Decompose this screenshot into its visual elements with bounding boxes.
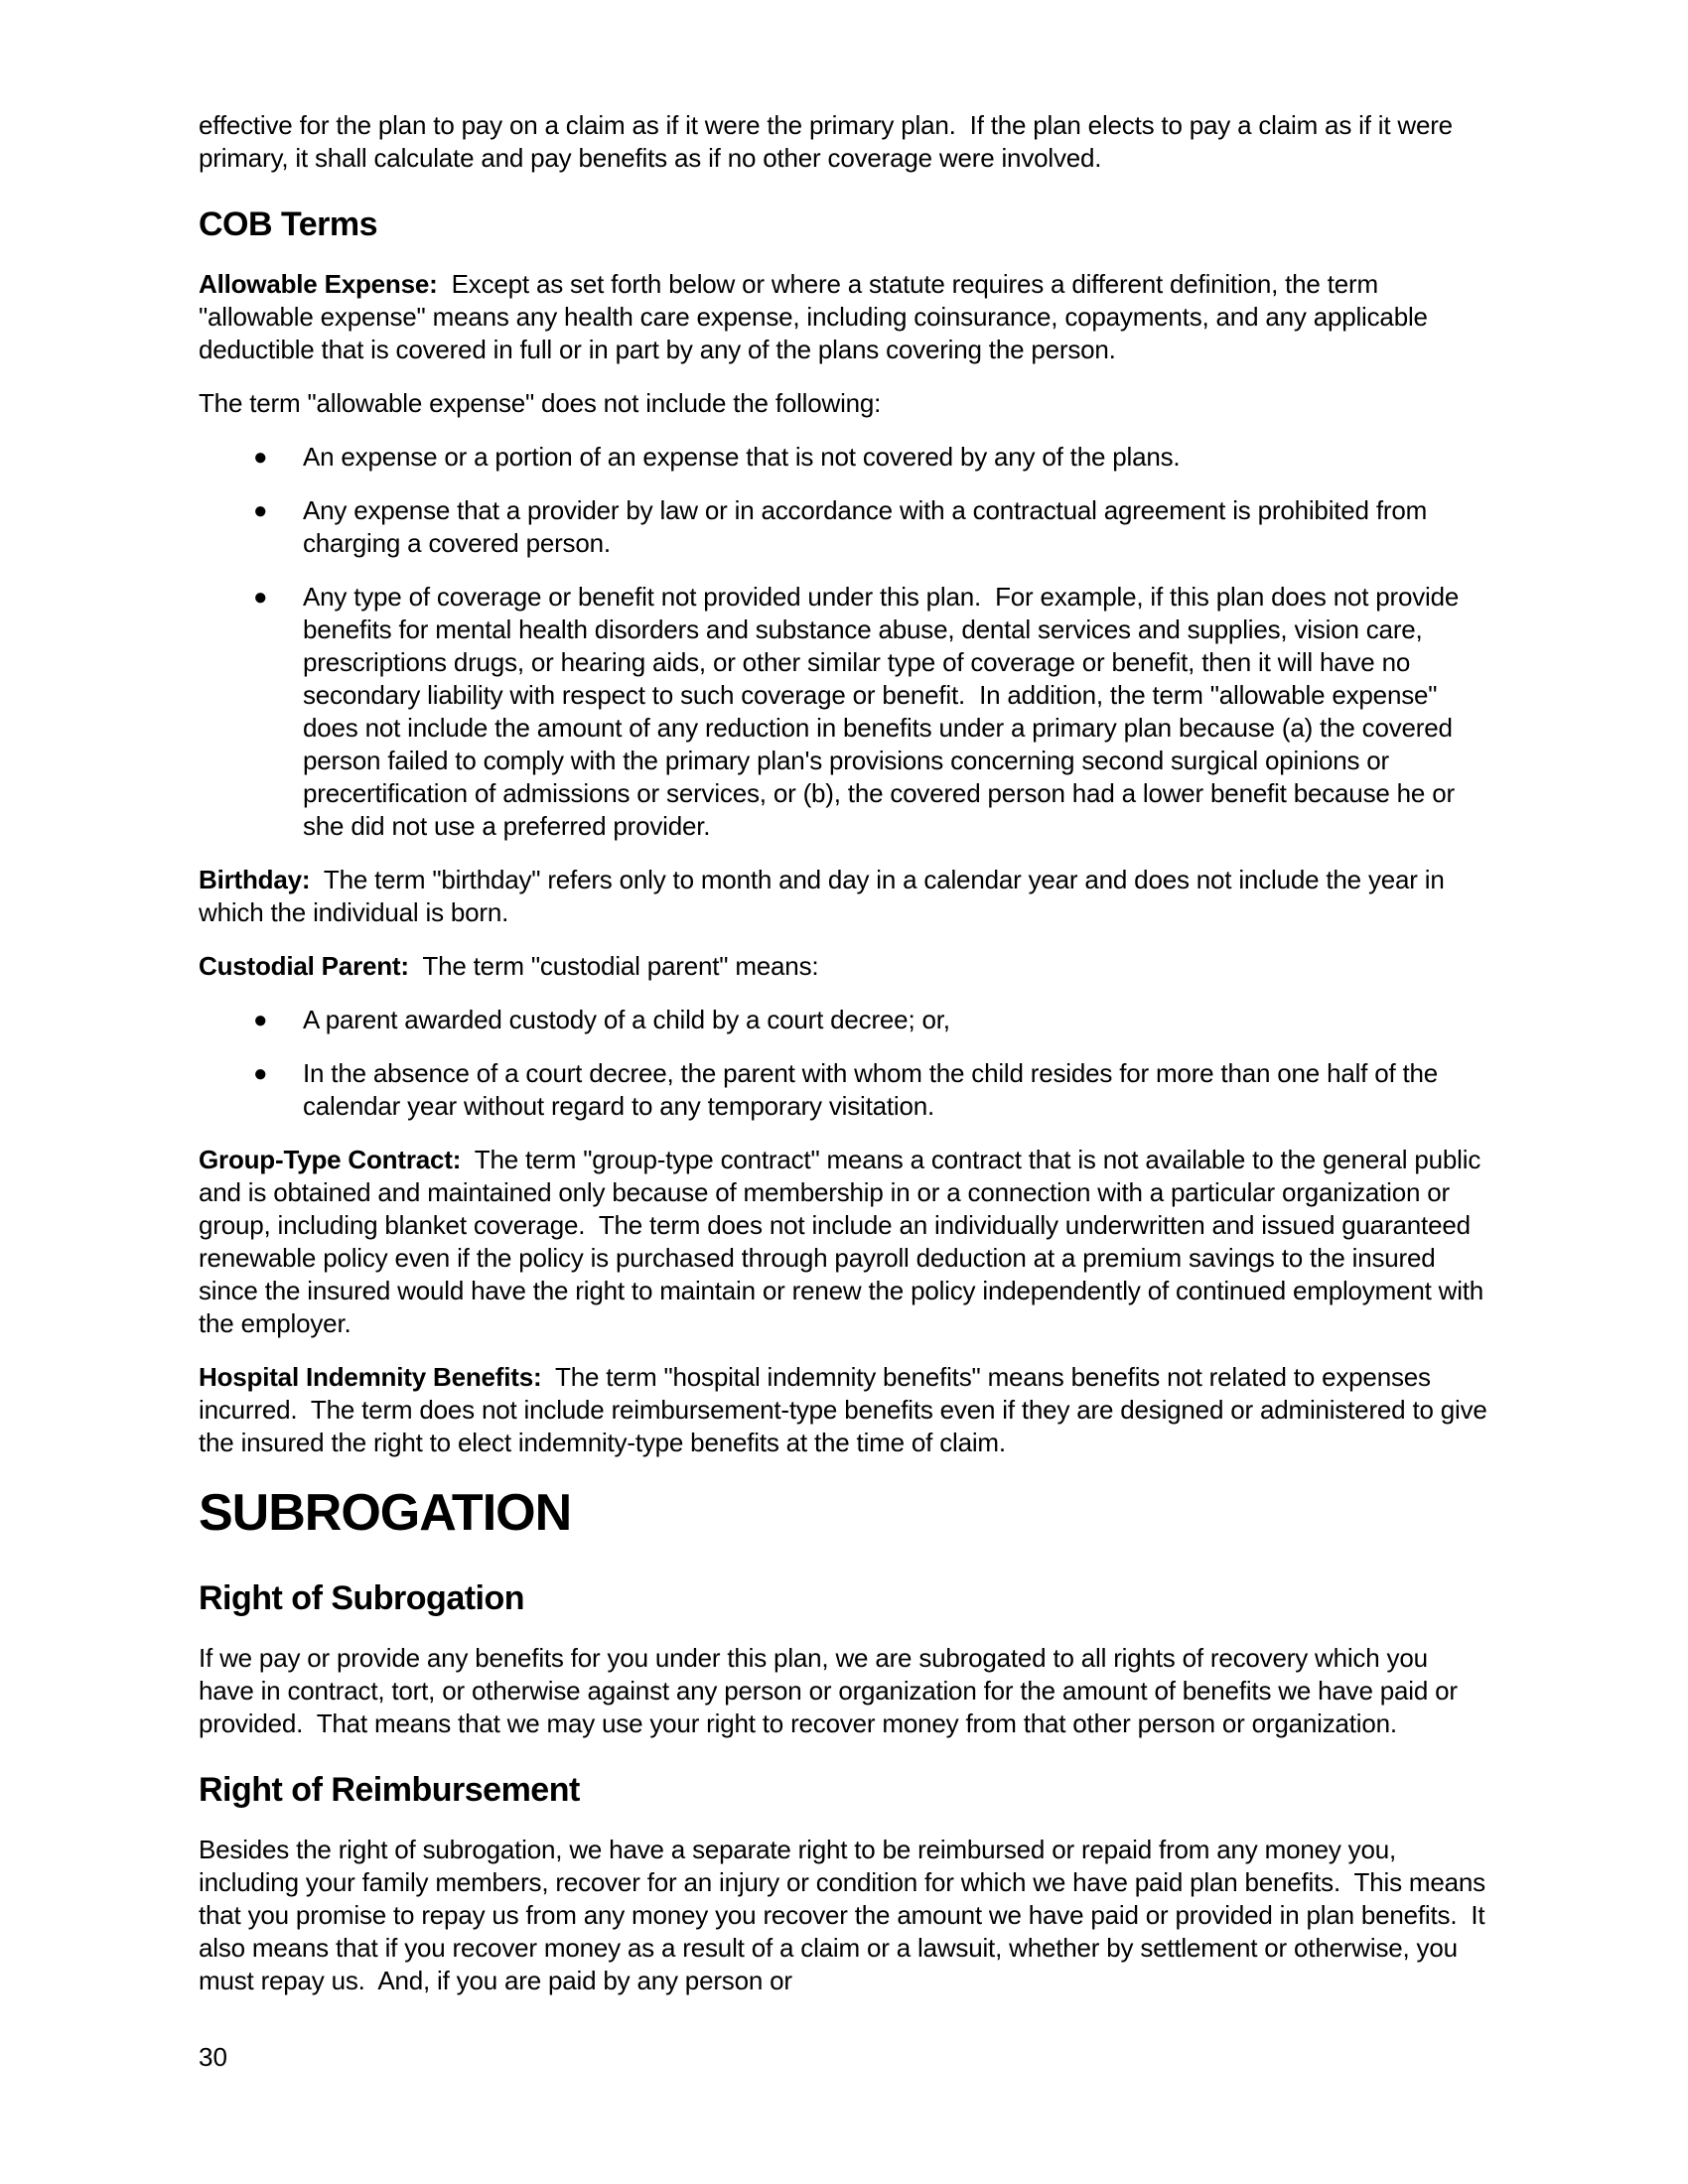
definition-group-type-contract-text: The term "group-type contract" means a contract that is not available to the general public and is obtained and maintained only because of membership in or a connection with a particular organization or group, including blanket coverage. The term does not include an individually underwritten and issued guaranteed renewable policy even if the policy is purchased through payroll deduction at a premium savings to the insured since the insured would have the right to maintain or renew the policy independently of continued employment with the employer.	[199, 1145, 1491, 1338]
definition-birthday-text: The term "birthday" refers only to month and day in a calendar year and does not include the year in which the individual is born.	[199, 865, 1452, 927]
term-hospital-indemnity: Hospital Indemnity Benefits:	[199, 1362, 542, 1392]
definition-group-type-contract	[199, 1144, 1489, 1340]
list-item	[199, 581, 1489, 843]
list-item	[199, 494, 1489, 560]
bullet-icon: ●	[253, 1060, 268, 1087]
definition-custodial-parent-text: The term "custodial parent" means:	[408, 951, 819, 981]
bullet-text: A parent awarded custody of a child by a court decree; or,	[303, 1005, 950, 1034]
page-number: 30	[199, 2042, 227, 2072]
paragraph-right-of-reimbursement: Besides the right of subrogation, we have a separate right to be reimbursed or repaid from any money you, including your family members, recover for an injury or condition for which we have paid plan benefits. This means that you promise to repay us from any money you recover the amount we have paid or provided in plan benefits. It also means that if you recover money as a result of a claim or a lawsuit, whether by settlement or otherwise, you must repay us. And, if you are paid by any person or	[199, 1835, 1492, 1995]
definition-birthday	[199, 864, 1489, 929]
bullet-text: Any type of coverage or benefit not provided under this plan. For example, if this plan does not provide benefits for mental health disorders and substance abuse, dental services and supplies, vision care, prescriptions drugs, or hearing aids, or other similar type of coverage or benefit, then it will have no secondary liability with respect to such coverage or benefit. In addition, the term "allowable expense" does not include the amount of any reduction in benefits under a primary plan because (a) the covered person failed to comply with the primary plan's provisions concerning second surgical opinions or precertification of admissions or services, or (b), the covered person had a lower benefit because he or she did not use a preferred provider.	[303, 582, 1467, 841]
heading-right-of-reimbursement: Right of Reimbursement	[199, 1771, 580, 1809]
heading-right-of-subrogation: Right of Subrogation	[199, 1579, 525, 1617]
paragraph-exclusion-intro: The term "allowable expense" does not include the following:	[199, 388, 882, 418]
bullet-icon: ●	[253, 1007, 268, 1033]
paragraph-cob-intro: effective for the plan to pay on a claim as if it were the primary plan. If the plan elects to pay a claim as if it were primary, it shall calculate and pay benefits as if no other coverage were involved.	[199, 110, 1460, 173]
bullet-text: An expense or a portion of an expense that is not covered by any of the plans.	[303, 442, 1181, 472]
paragraph-right-of-subrogation: If we pay or provide any benefits for you under this plan, we are subrogated to all rights of recovery which you have in contract, tort, or otherwise against any person or organization for the amount of benefits we have paid or provided. That means that we may use your right to recover money from that other person or organization.	[199, 1643, 1465, 1738]
heading-cob-terms: COB Terms	[199, 205, 378, 243]
bullet-icon: ●	[253, 497, 268, 524]
definition-hospital-indemnity	[199, 1361, 1494, 1459]
page-content	[199, 109, 1494, 2018]
list-item	[199, 1004, 1489, 1036]
bullet-text: Any expense that a provider by law or in accordance with a contractual agreement is prohibited from charging a covered person.	[303, 495, 1435, 558]
list-item	[199, 1057, 1489, 1123]
definition-custodial-parent	[199, 950, 1489, 983]
bullet-text: In the absence of a court decree, the parent with whom the child resides for more than one half of the calendar year without regard to any temporary visitation.	[303, 1058, 1446, 1121]
term-allowable-expense: Allowable Expense:	[199, 269, 438, 299]
bullet-icon: ●	[253, 584, 268, 611]
list-item	[199, 441, 1489, 474]
definition-hospital-indemnity-text: The term "hospital indemnity benefits" means benefits not related to expenses incurred. The term does not include reimbursement-type benefits even if they are designed or administered to give the insured the right to elect indemnity-type benefits at the time of claim.	[199, 1362, 1494, 1457]
term-group-type-contract: Group-Type Contract:	[199, 1145, 462, 1174]
heading-subrogation: SUBROGATION	[199, 1484, 572, 1542]
bullet-icon: ●	[253, 444, 268, 471]
definition-allowable-expense	[199, 268, 1489, 366]
definition-allowable-expense-text: Except as set forth below or where a statute requires a different definition, the term "allowable expense" means any health care expense, including coinsurance, copayments, and any applicable deductible that is covered in full or in part by any of the plans covering the person.	[199, 269, 1435, 364]
term-birthday: Birthday:	[199, 865, 311, 894]
term-custodial-parent: Custodial Parent:	[199, 951, 409, 981]
